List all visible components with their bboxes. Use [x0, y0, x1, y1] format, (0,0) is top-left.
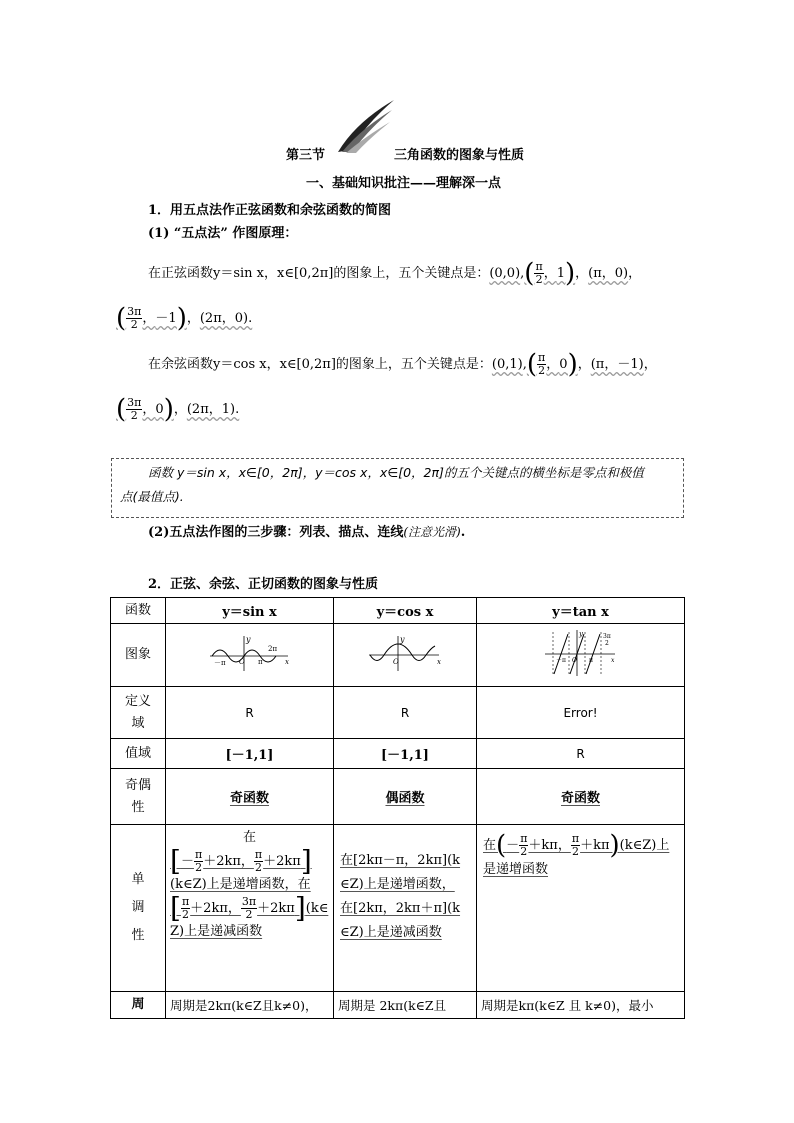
sin-point-5: (2π，0). — [199, 311, 253, 326]
cos-point-4: ( $\frac{3\pi}{2}$ ，0) — [116, 394, 174, 425]
tan-graph-y: y — [578, 630, 583, 638]
sin-graph-o: O — [238, 658, 245, 666]
sin-monotonicity: 在 [－ $\frac{\pi}{2}$ ＋2kπ， $\frac{\pi}{2}$ ＋2kπ] (k∈Z)上是递增函数，在 [ $\frac{\pi}{2}$ ＋2kπ， $\frac{3\pi}{2}$ ＋2kπ](k∈ Z)上是递减函数 — [166, 825, 334, 992]
table-row — [111, 769, 685, 825]
table-row — [111, 739, 685, 769]
section-title: 三角函数的图象与性质 — [394, 148, 525, 163]
tan-graph-cell — [477, 624, 685, 687]
sin-graph-pi: π — [257, 658, 263, 666]
cos-parity: 偶函数 — [334, 769, 477, 825]
table-row — [111, 992, 685, 1019]
cos-range: [－1,1] — [334, 739, 477, 769]
sin-period: 周期是2kπ(k∈Z且k≠0)， — [166, 992, 334, 1019]
table-row — [111, 687, 685, 739]
cos-point-3: (π，－1) — [590, 357, 644, 372]
step2-aside: (注意光滑) — [403, 525, 461, 539]
cos-point-5: (2π，1). — [186, 402, 240, 417]
sin-graph — [208, 633, 292, 673]
item2-title: 2．正弦、余弦、正切函数的图象与性质 — [148, 577, 379, 592]
row-label-range: 值域 — [111, 739, 166, 769]
properties-table — [110, 597, 685, 1019]
sin-point-1: (0,0) — [489, 266, 521, 281]
item1-subtitle: (1) “五点法” 作图原理： — [148, 226, 298, 241]
tan-period: 周期是kπ(k∈Z 且 k≠0)，最小 — [477, 992, 685, 1019]
table-row — [111, 598, 685, 624]
note-line2: 点(最值点). — [120, 489, 184, 504]
sin-points-intro: 在正弦函数y＝sin x，x∈[0,2π]的图象上，五个关键点是： — [148, 266, 490, 281]
row-label-parity: 奇偶 性 — [111, 769, 166, 825]
header-cos: y＝cos x — [334, 598, 477, 624]
row-label-domain: 定义 域 — [111, 687, 166, 739]
tan-graph-o: O — [571, 657, 577, 664]
row-label-period: 周 — [111, 992, 166, 1019]
tan-graph — [543, 628, 619, 678]
tan-range: R — [477, 739, 685, 769]
sin-range: [－1,1] — [166, 739, 334, 769]
note-box — [111, 458, 684, 518]
sin-points-line2: ( $\frac{3\pi}{2}$ ，－1)，(2π，0). — [116, 303, 253, 334]
tan-parity: 奇函数 — [477, 769, 685, 825]
cos-points-line1: 在余弦函数y＝cos x，x∈[0,2π]的图象上，五个关键点是：(0,1),( $\frac{\pi}{2}$ ，0)，(π，－1)， — [148, 349, 657, 380]
table-row — [111, 624, 685, 687]
sin-point-4: ( $\frac{3\pi}{2}$ ，－1) — [116, 303, 187, 334]
tan-graph-two: 2 — [604, 640, 609, 647]
cos-points-intro: 在余弦函数y＝cos x，x∈[0,2π]的图象上，五个关键点是： — [148, 357, 492, 372]
cos-graph-y: y — [400, 635, 405, 644]
tan-graph-three-pi: 3π — [602, 633, 611, 640]
item1-step2: (2)五点法作图的三步骤：列表、描点、连线(注意光滑). — [148, 525, 466, 540]
sin-parity: 奇函数 — [166, 769, 334, 825]
sin-graph-y: y — [245, 635, 251, 644]
row-label-graph: 图象 — [111, 624, 166, 687]
sin-domain: R — [166, 687, 334, 739]
sin-graph-two-pi: 2π — [267, 645, 277, 653]
table-row — [111, 825, 685, 992]
cos-graph-x: x — [437, 658, 441, 666]
cos-graph — [367, 633, 443, 673]
sin-graph-cell — [166, 624, 334, 687]
tan-graph-neg-pi: －π — [555, 657, 566, 664]
sin-points-line1: 在正弦函数y＝sin x，x∈[0,2π]的图象上，五个关键点是：(0,0),( $\frac{\pi}{2}$ ，1)，(π，0)， — [148, 258, 642, 289]
sin-graph-neg-pi: －π — [213, 659, 226, 667]
cos-domain: R — [334, 687, 477, 739]
section-label: 第三节 — [286, 148, 326, 163]
cos-points-line2: ( $\frac{3\pi}{2}$ ，0)，(2π，1). — [116, 394, 240, 425]
cos-graph-cell — [334, 624, 477, 687]
cos-graph-o: O — [393, 658, 399, 666]
header-swoosh-icon — [336, 98, 396, 154]
tan-domain: Error! — [477, 687, 685, 739]
note-line1: 函数 y＝sin x，x∈[0，2π]，y＝cos x，x∈[0，2π]的五个关键点的横坐标是零点和极值 — [148, 465, 644, 480]
sin-point-3: (π，0) — [588, 266, 629, 281]
header-function: 函数 — [111, 598, 166, 624]
cos-point-2: ( $\frac{\pi}{2}$ ，0) — [526, 349, 578, 380]
tan-monotonicity: 在(－ $\frac{\pi}{2}$ ＋kπ， $\frac{\pi}{2}$ ＋kπ)(k∈Z)上 是递增函数 — [477, 825, 685, 992]
sin-graph-x: x — [284, 658, 289, 666]
header-sin: y＝sin x — [166, 598, 334, 624]
header-tan: y＝tan x — [477, 598, 685, 624]
cos-period: 周期是 2kπ(k∈Z且 — [334, 992, 477, 1019]
cos-point-1: (0,1) — [491, 357, 523, 372]
item1-title: 1．用五点法作正弦函数和余弦函数的简图 — [148, 203, 392, 218]
part-title: 一、基础知识批注——理解深一点 — [306, 176, 502, 191]
cos-monotonicity: 在[2kπ－π，2kπ](k ∈Z)上是递增函数， 在[2kπ，2kπ＋π](k ∈Z)上是递减函数 — [334, 825, 477, 992]
sin-point-2: ( $\frac{\pi}{2}$ ，1) — [524, 258, 576, 289]
row-label-monotonicity: 单 调 性 — [111, 825, 166, 992]
tan-graph-x: x — [610, 657, 614, 664]
tan-graph-pi: π — [588, 657, 593, 664]
